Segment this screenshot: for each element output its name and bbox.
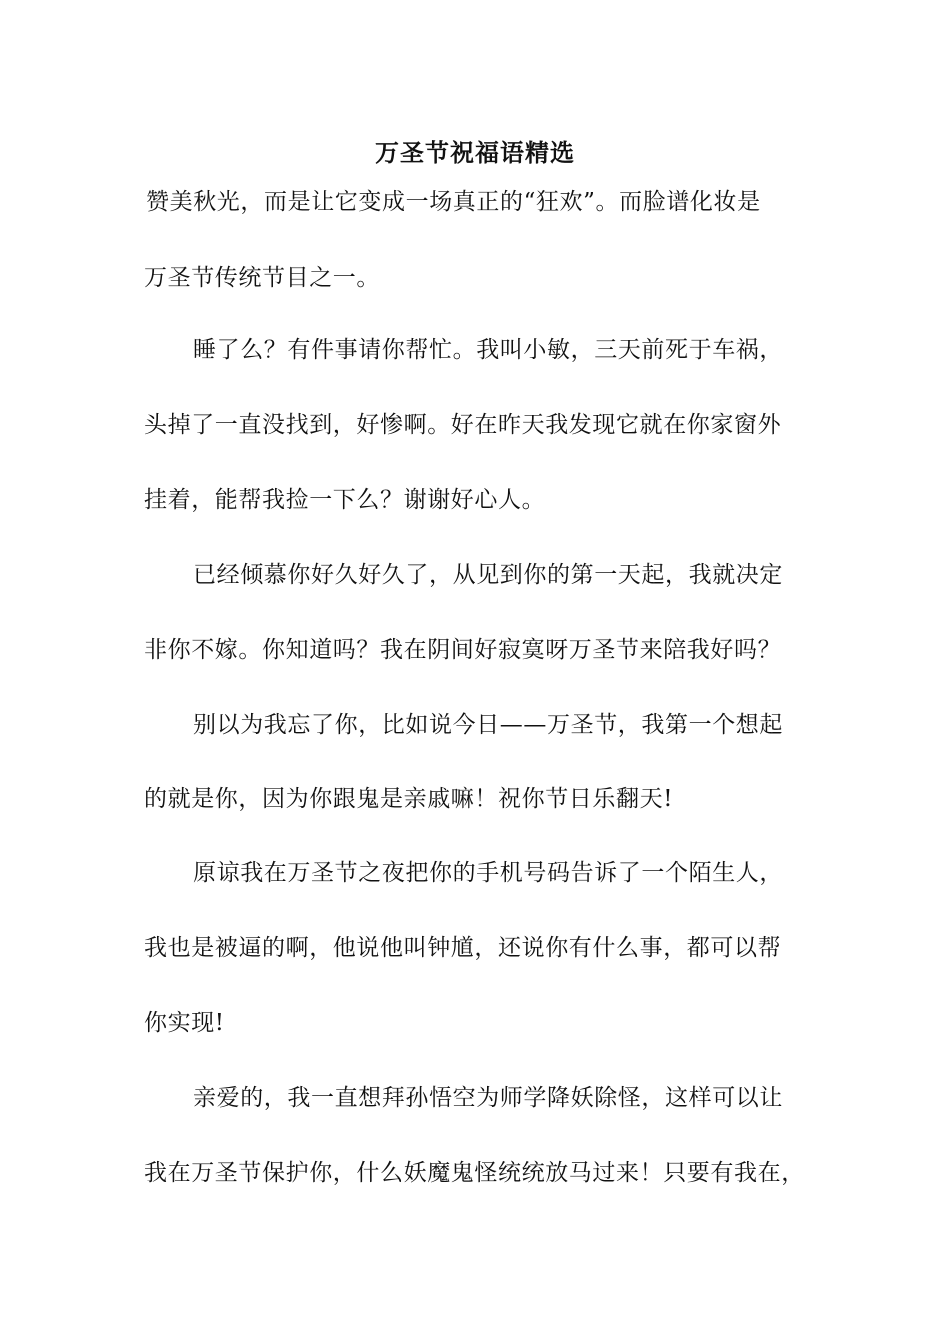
text-line-9: 的就是你，因为你跟鬼是亲戚嘛！祝你节日乐翻天! <box>144 786 674 812</box>
text-line-11: 我也是被逼的啊，他说他叫钟馗，还说你有什么事，都可以帮 <box>144 935 782 961</box>
text-line-7: 非你不嫁。你知道吗？我在阴间好寂寞呀万圣节来陪我好吗？ <box>144 637 782 663</box>
text-line-3: 睡了么？有件事请你帮忙。我叫小敏，三天前死于车祸， <box>193 337 783 363</box>
document-title: 万圣节祝福语精选 <box>375 138 575 167</box>
text-line-6: 已经倾慕你好久好久了，从见到你的第一天起，我就决定 <box>193 562 783 588</box>
text-line-1: 赞美秋光，而是让它变成一场真正的“狂欢”。而脸谱化妆是 <box>146 189 761 215</box>
text-line-4: 头掉了一直没找到，好惨啊。好在昨天我发现它就在你家窗外 <box>144 412 782 438</box>
text-line-12: 你实现! <box>144 1010 225 1036</box>
text-line-10: 原谅我在万圣节之夜把你的手机号码告诉了一个陌生人， <box>193 860 783 886</box>
text-line-5: 挂着，能帮我捡一下么？谢谢好心人。 <box>144 487 546 513</box>
text-line-14: 我在万圣节保护你，什么妖魔鬼怪统统放马过来！只要有我在， <box>144 1160 805 1186</box>
text-line-2: 万圣节传统节目之一。 <box>144 265 380 291</box>
text-line-13: 亲爱的，我一直想拜孙悟空为师学降妖除怪，这样可以让 <box>193 1085 783 1111</box>
text-line-8: 别以为我忘了你，比如说今日——万圣节，我第一个想起 <box>193 712 783 738</box>
